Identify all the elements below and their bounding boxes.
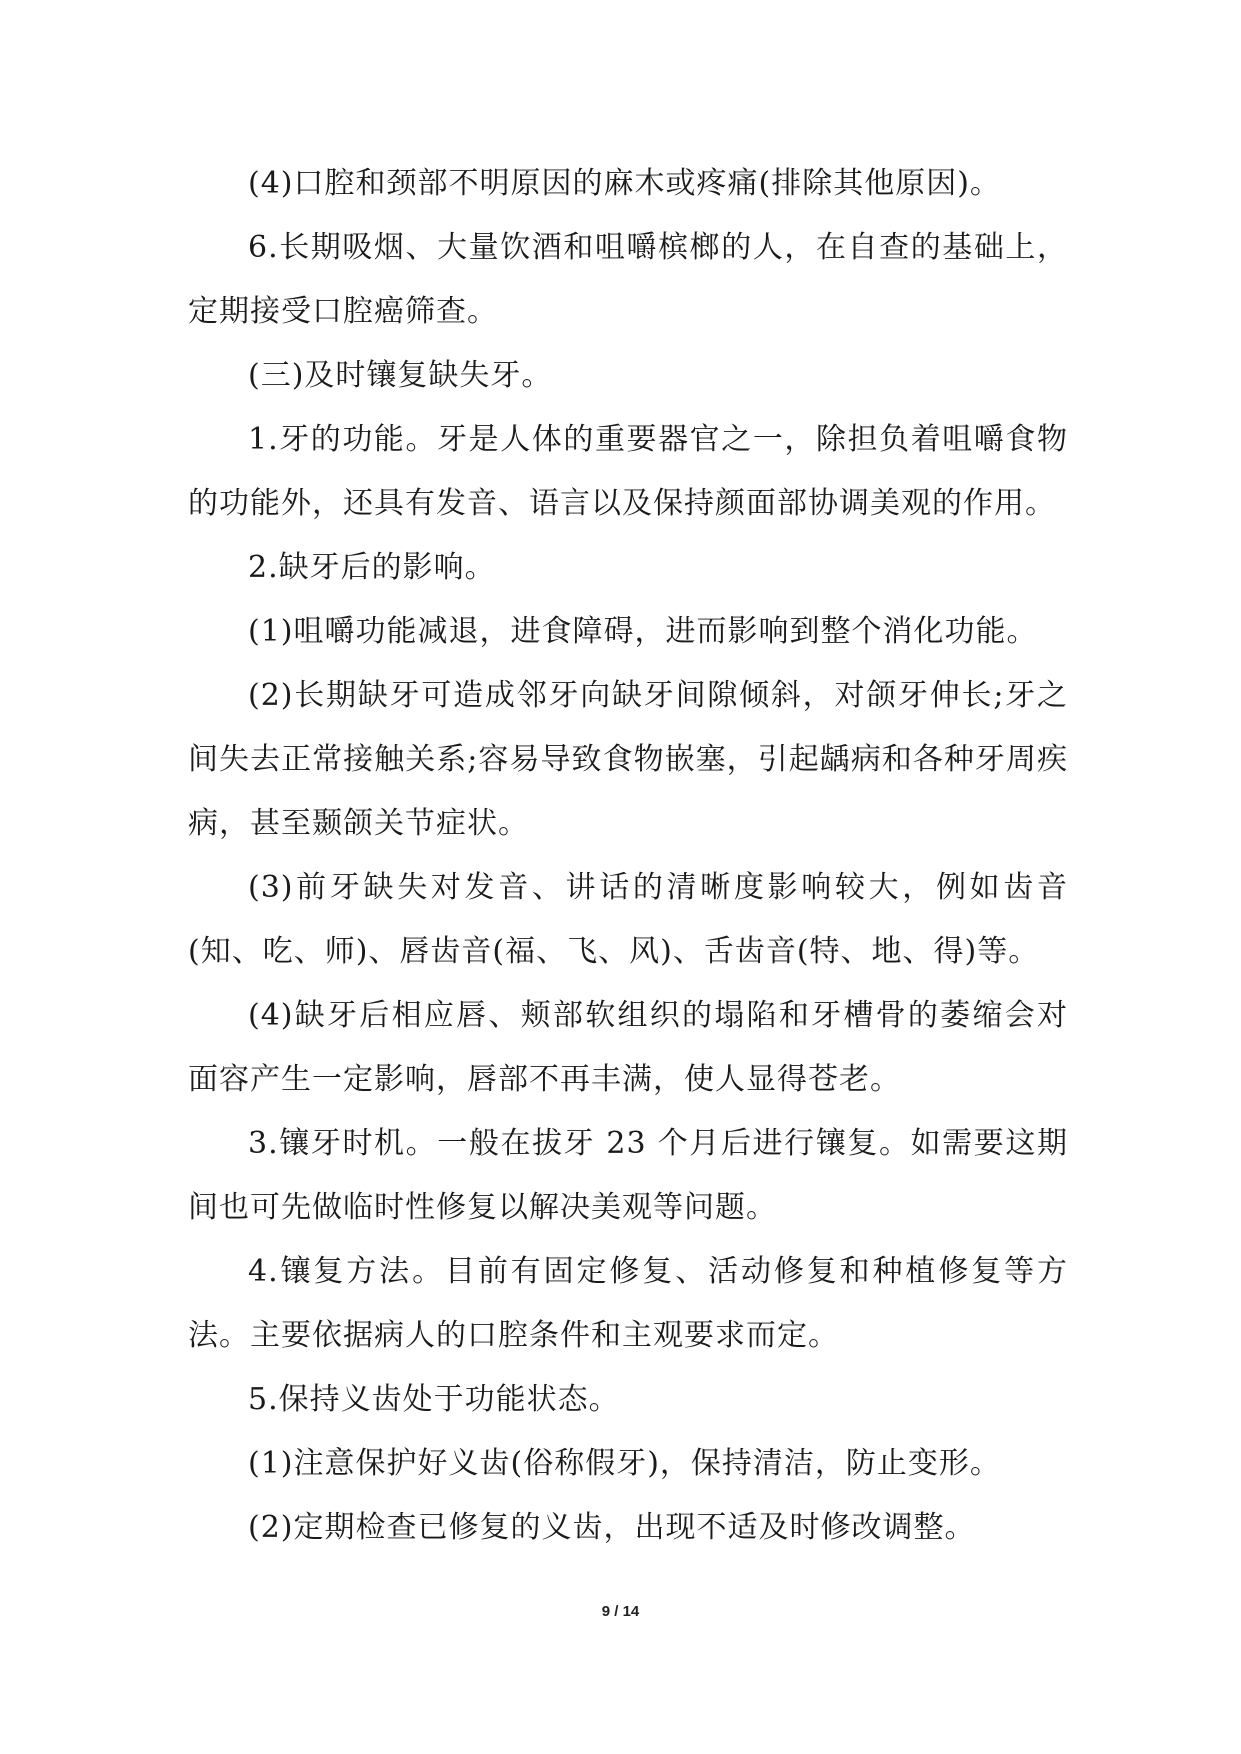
paragraph: (3)前牙缺失对发音、讲话的清晰度影响较大，例如齿音(知、吃、师)、唇齿音(福、飞、风)、舌齿音(特、地、得)等。 <box>188 870 1068 969</box>
paragraph: (2)定期检查已修复的义齿，出现不适及时修改调整。 <box>248 1510 976 1545</box>
paragraph: (1)咀嚼功能减退，进食障碍，进而影响到整个消化功能。 <box>248 614 1038 649</box>
paragraph: (4)口腔和颈部不明原因的麻木或疼痛(排除其他原因)。 <box>248 166 1001 201</box>
paragraph: (2)长期缺牙可造成邻牙向缺牙间隙倾斜，对颌牙伸长;牙之间失去正常接触关系;容易导致食物嵌塞，引起龋病和各种牙周疾病，甚至颞颌关节症状。 <box>188 678 1068 841</box>
paragraph: 6.长期吸烟、大量饮酒和咀嚼槟榔的人，在自查的基础上，定期接受口腔癌筛查。 <box>188 230 1068 329</box>
paragraph: 2.缺牙后的影响。 <box>248 550 496 585</box>
paragraph: 4.镶复方法。目前有固定修复、活动修复和种植修复等方法。主要依据病人的口腔条件和主观要求而定。 <box>188 1254 1068 1353</box>
paragraph: 3.镶牙时机。一般在拔牙 23 个月后进行镶复。如需要这期间也可先做临时性修复以解决美观等问题。 <box>188 1126 1068 1225</box>
document-body <box>188 152 1068 1560</box>
page-number: 9 / 14 <box>601 1603 640 1620</box>
section-heading: (三)及时镶复缺失牙。 <box>248 358 553 393</box>
paragraph: (1)注意保护好义齿(俗称假牙)，保持清洁，防止变形。 <box>248 1446 1001 1481</box>
paragraph: 5.保持义齿处于功能状态。 <box>248 1382 620 1417</box>
paragraph: (4)缺牙后相应唇、颊部软组织的塌陷和牙槽骨的萎缩会对面容产生一定影响，唇部不再丰满，使人显得苍老。 <box>188 998 1068 1097</box>
paragraph: 1.牙的功能。牙是人体的重要器官之一，除担负着咀嚼食物的功能外，还具有发音、语言以及保持颜面部协调美观的作用。 <box>188 422 1068 521</box>
